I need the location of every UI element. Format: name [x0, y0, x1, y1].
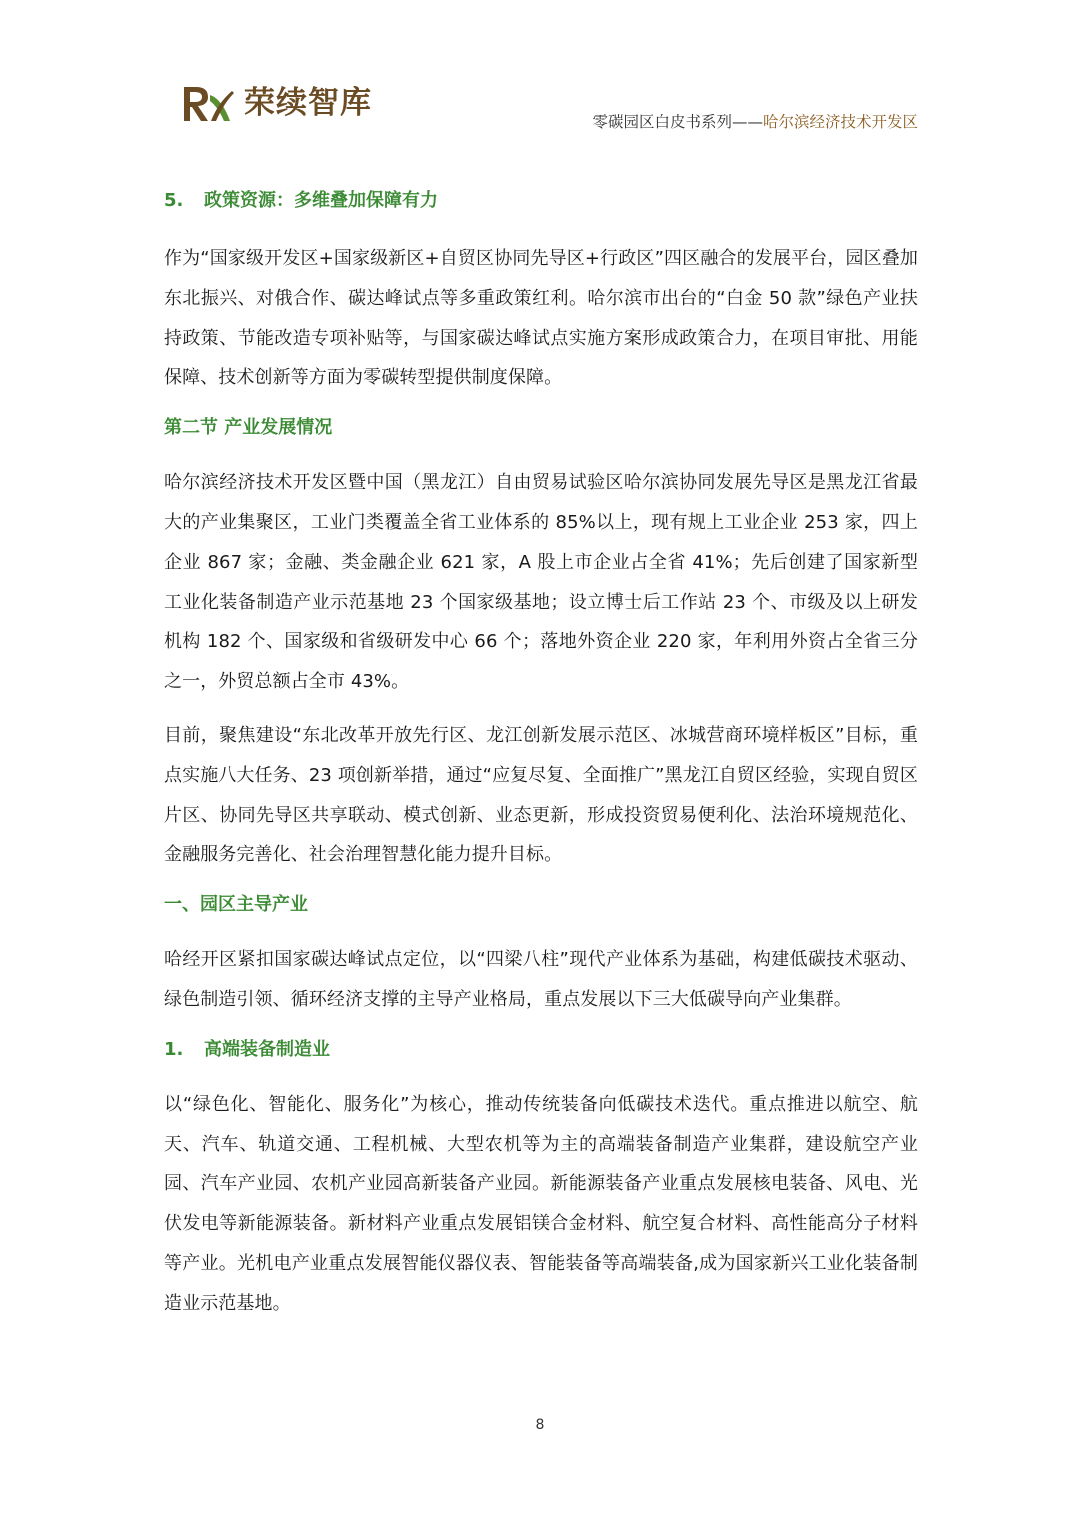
- page-number: 8: [535, 1417, 545, 1433]
- section-heading-industry: 第二节 产业发展情况: [164, 417, 333, 439]
- paragraph-industry-overview: 哈尔滨经济技术开发区暨中国（黑龙江）自由贸易试验区哈尔滨协同发展先导区是黑龙江省最大的产业集聚区，工业门类覆盖全省工业体系的 85%以上，现有规上工业企业 253 家，四上企业 867 家；金融、类金融企业 621 家，A 股上市企业占全省 41%；先后创建了国家新型工业化装备制造产业示范基地 23 个国家级基地；设立博士后工作站 23 个、市级及以上研发机构 182 个、国家级和省级研发中心 66 个；落地外资企业 220 家，年利用外资占全省三分之一，外贸总额占全市 43%。: [164, 472, 918, 693]
- body-content: [164, 185, 918, 1324]
- section-heading-equipment: [164, 1034, 918, 1066]
- heading-number: 1.: [164, 1038, 184, 1060]
- series-title: [592, 110, 918, 132]
- paragraph-industry-goals: 目前，聚焦建设“东北改革开放先行区、龙江创新发展示范区、冰城营商环境样板区”目标，重点实施八大任务、23 项创新举措，通过“应复尽复、全面推广”黑龙江自贸区经验，实现自贸区片区、协同先导区共享联动、模式创新、业态更新，形成投资贸易便利化、法治环境规范化、金融服务完善化、社会治理智慧化能力提升目标。: [164, 724, 918, 866]
- heading-number: 5.: [164, 190, 184, 211]
- series-highlight: 哈尔滨经济技术开发区: [762, 113, 918, 131]
- series-prefix: 零碳园区白皮书系列——: [592, 113, 763, 131]
- paragraph-equipment: 以“绿色化、智能化、服务化”为核心，推动传统装备向低碳技术迭代。重点推进以航空、航天、汽车、轨道交通、工程机械、大型农机等为主的高端装备制造产业集群，建设航空产业园、汽车产业园、农机产业园高新装备产业园。新能源装备产业重点发展核电装备、风电、光伏发电等新能源装备。新材料产业重点发展铝镁合金材料、航空复合材料、高性能高分子材料等产业。光机电产业重点发展智能仪器仪表、智能装备等高端装备,成为国家新兴工业化装备制造业示范基地。: [164, 1093, 918, 1314]
- paragraph-policy: 作为“国家级开发区+国家级新区+自贸区协同先导区+行政区”四区融合的发展平台，园区叠加东北振兴、对俄合作、碳达峰试点等多重政策红利。哈尔滨市出台的“白金 50 款”绿色产业扶持政策、节能改造专项补贴等，与国家碳达峰试点实施方案形成政策合力，在项目审批、用能保障、技术创新等方面为零碳转型提供制度保障。: [164, 248, 918, 389]
- section-heading-policy: [164, 185, 918, 217]
- heading-title: 高端装备制造业: [204, 1038, 330, 1060]
- heading-title: 政策资源：多维叠加保障有力: [204, 190, 438, 211]
- paragraph-leading-industry: 哈经开区紧扣国家碳达峰试点定位，以“四梁八柱”现代产业体系为基础，构建低碳技术驱动、绿色制造引领、循环经济支撑的主导产业格局，重点发展以下三大低碳导向产业集群。: [164, 949, 918, 1010]
- brand-logo: [178, 80, 372, 126]
- logo-text: 荣续智库: [244, 85, 372, 121]
- rx-logo-icon: [178, 81, 238, 125]
- section-heading-leading-industry: 一、园区主导产业: [164, 894, 308, 916]
